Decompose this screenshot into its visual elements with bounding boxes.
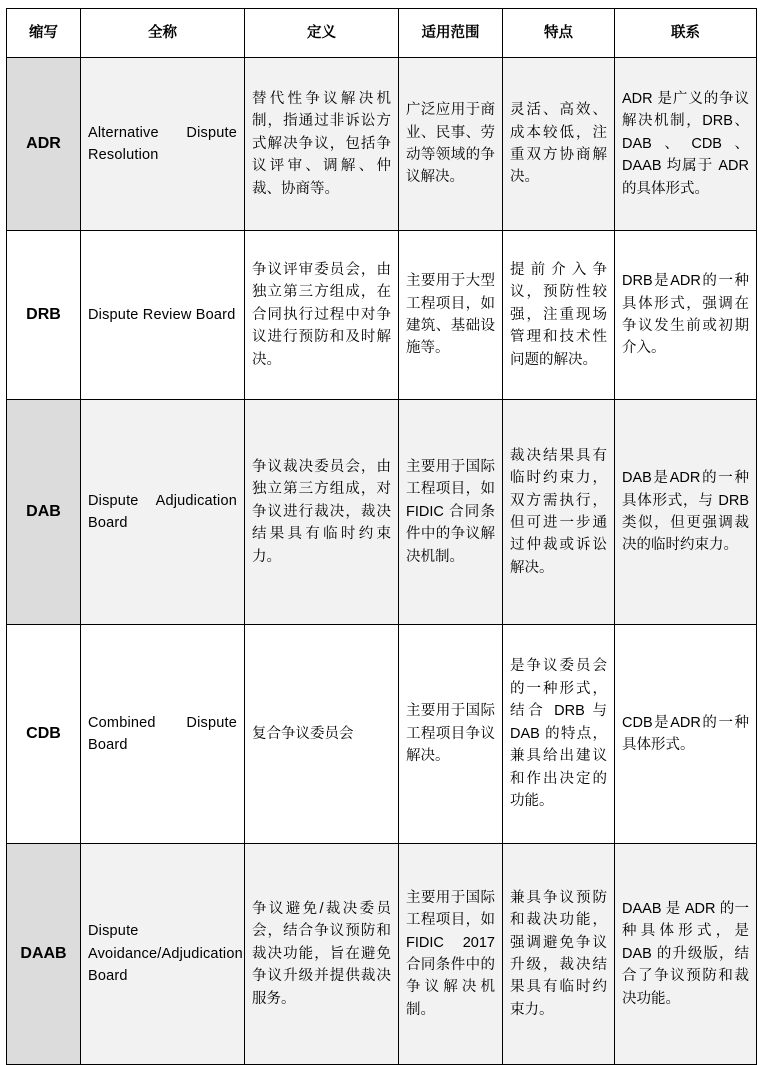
cell-relation: DRB是ADR的一种具体形式，强调在争议发生前或初期介入。 [615, 231, 757, 400]
cell-scope: 主要用于国际工程项目争议解决。 [399, 625, 503, 844]
cell-definition: 替代性争议解决机制，指通过非诉讼方式解决争议，包括争议评审、调解、仲裁、协商等。 [245, 58, 399, 231]
table-row [7, 625, 757, 844]
cell-full-name: Dispute Review Board [81, 231, 245, 400]
cell-abbr: CDB [7, 625, 81, 844]
cell-definition: 争议避免/裁决委员会，结合争议预防和裁决功能，旨在避免争议升级并提供裁决服务。 [245, 844, 399, 1065]
cell-relation: CDB是ADR的一种具体形式。 [615, 625, 757, 844]
comparison-table [6, 8, 757, 1065]
cell-features: 灵活、高效、成本较低，注重双方协商解决。 [503, 58, 615, 231]
cell-features: 提前介入争议，预防性较强，注重现场管理和技术性问题的解决。 [503, 231, 615, 400]
cell-scope: 主要用于大型工程项目，如建筑、基础设施等。 [399, 231, 503, 400]
cell-scope: 主要用于国际工程项目，如 FIDIC 合同条件中的争议解决机制。 [399, 400, 503, 625]
table-row [7, 58, 757, 231]
column-header-features: 特点 [503, 9, 615, 58]
cell-relation: DAAB 是 ADR 的一种具体形式，是 DAB 的升级版，结合了争议预防和裁决功能。 [615, 844, 757, 1065]
cell-full-name: Dispute Avoidance/Adjudication Board [81, 844, 245, 1065]
cell-full-name: Dispute Adjudication Board [81, 400, 245, 625]
column-header-relation: 联系 [615, 9, 757, 58]
column-header-abbr: 缩写 [7, 9, 81, 58]
cell-definition: 复合争议委员会 [245, 625, 399, 844]
table-row [7, 400, 757, 625]
cell-relation: DAB是ADR的一种具体形式，与 DRB 类似，但更强调裁决的临时约束力。 [615, 400, 757, 625]
table-row [7, 844, 757, 1065]
cell-definition: 争议裁决委员会，由独立第三方组成，对争议进行裁决，裁决结果具有临时约束力。 [245, 400, 399, 625]
cell-full-name: Combined Dispute Board [81, 625, 245, 844]
cell-scope: 广泛应用于商业、民事、劳动等领域的争议解决。 [399, 58, 503, 231]
cell-abbr: ADR [7, 58, 81, 231]
cell-scope: 主要用于国际工程项目，如 FIDIC 2017 合同条件中的争议解决机制。 [399, 844, 503, 1065]
table-header [7, 9, 757, 58]
cell-abbr: DAAB [7, 844, 81, 1065]
cell-definition: 争议评审委员会，由独立第三方组成，在合同执行过程中对争议进行预防和及时解决。 [245, 231, 399, 400]
cell-features: 是争议委员会的一种形式，结合 DRB 与 DAB 的特点，兼具给出建议和作出决定的功能。 [503, 625, 615, 844]
column-header-scope: 适用范围 [399, 9, 503, 58]
table-body [7, 58, 757, 1065]
table-header-row [7, 9, 757, 58]
cell-full-name: Alternative Dispute Resolution [81, 58, 245, 231]
table-row [7, 231, 757, 400]
column-header-definition: 定义 [245, 9, 399, 58]
cell-relation: ADR 是广义的争议解决机制，DRB、DAB、CDB、DAAB 均属于 ADR 的具体形式。 [615, 58, 757, 231]
column-header-full-name: 全称 [81, 9, 245, 58]
cell-abbr: DAB [7, 400, 81, 625]
cell-features: 裁决结果具有临时约束力，双方需执行，但可进一步通过仲裁或诉讼解决。 [503, 400, 615, 625]
cell-features: 兼具争议预防和裁决功能，强调避免争议升级，裁决结果具有临时约束力。 [503, 844, 615, 1065]
cell-abbr: DRB [7, 231, 81, 400]
